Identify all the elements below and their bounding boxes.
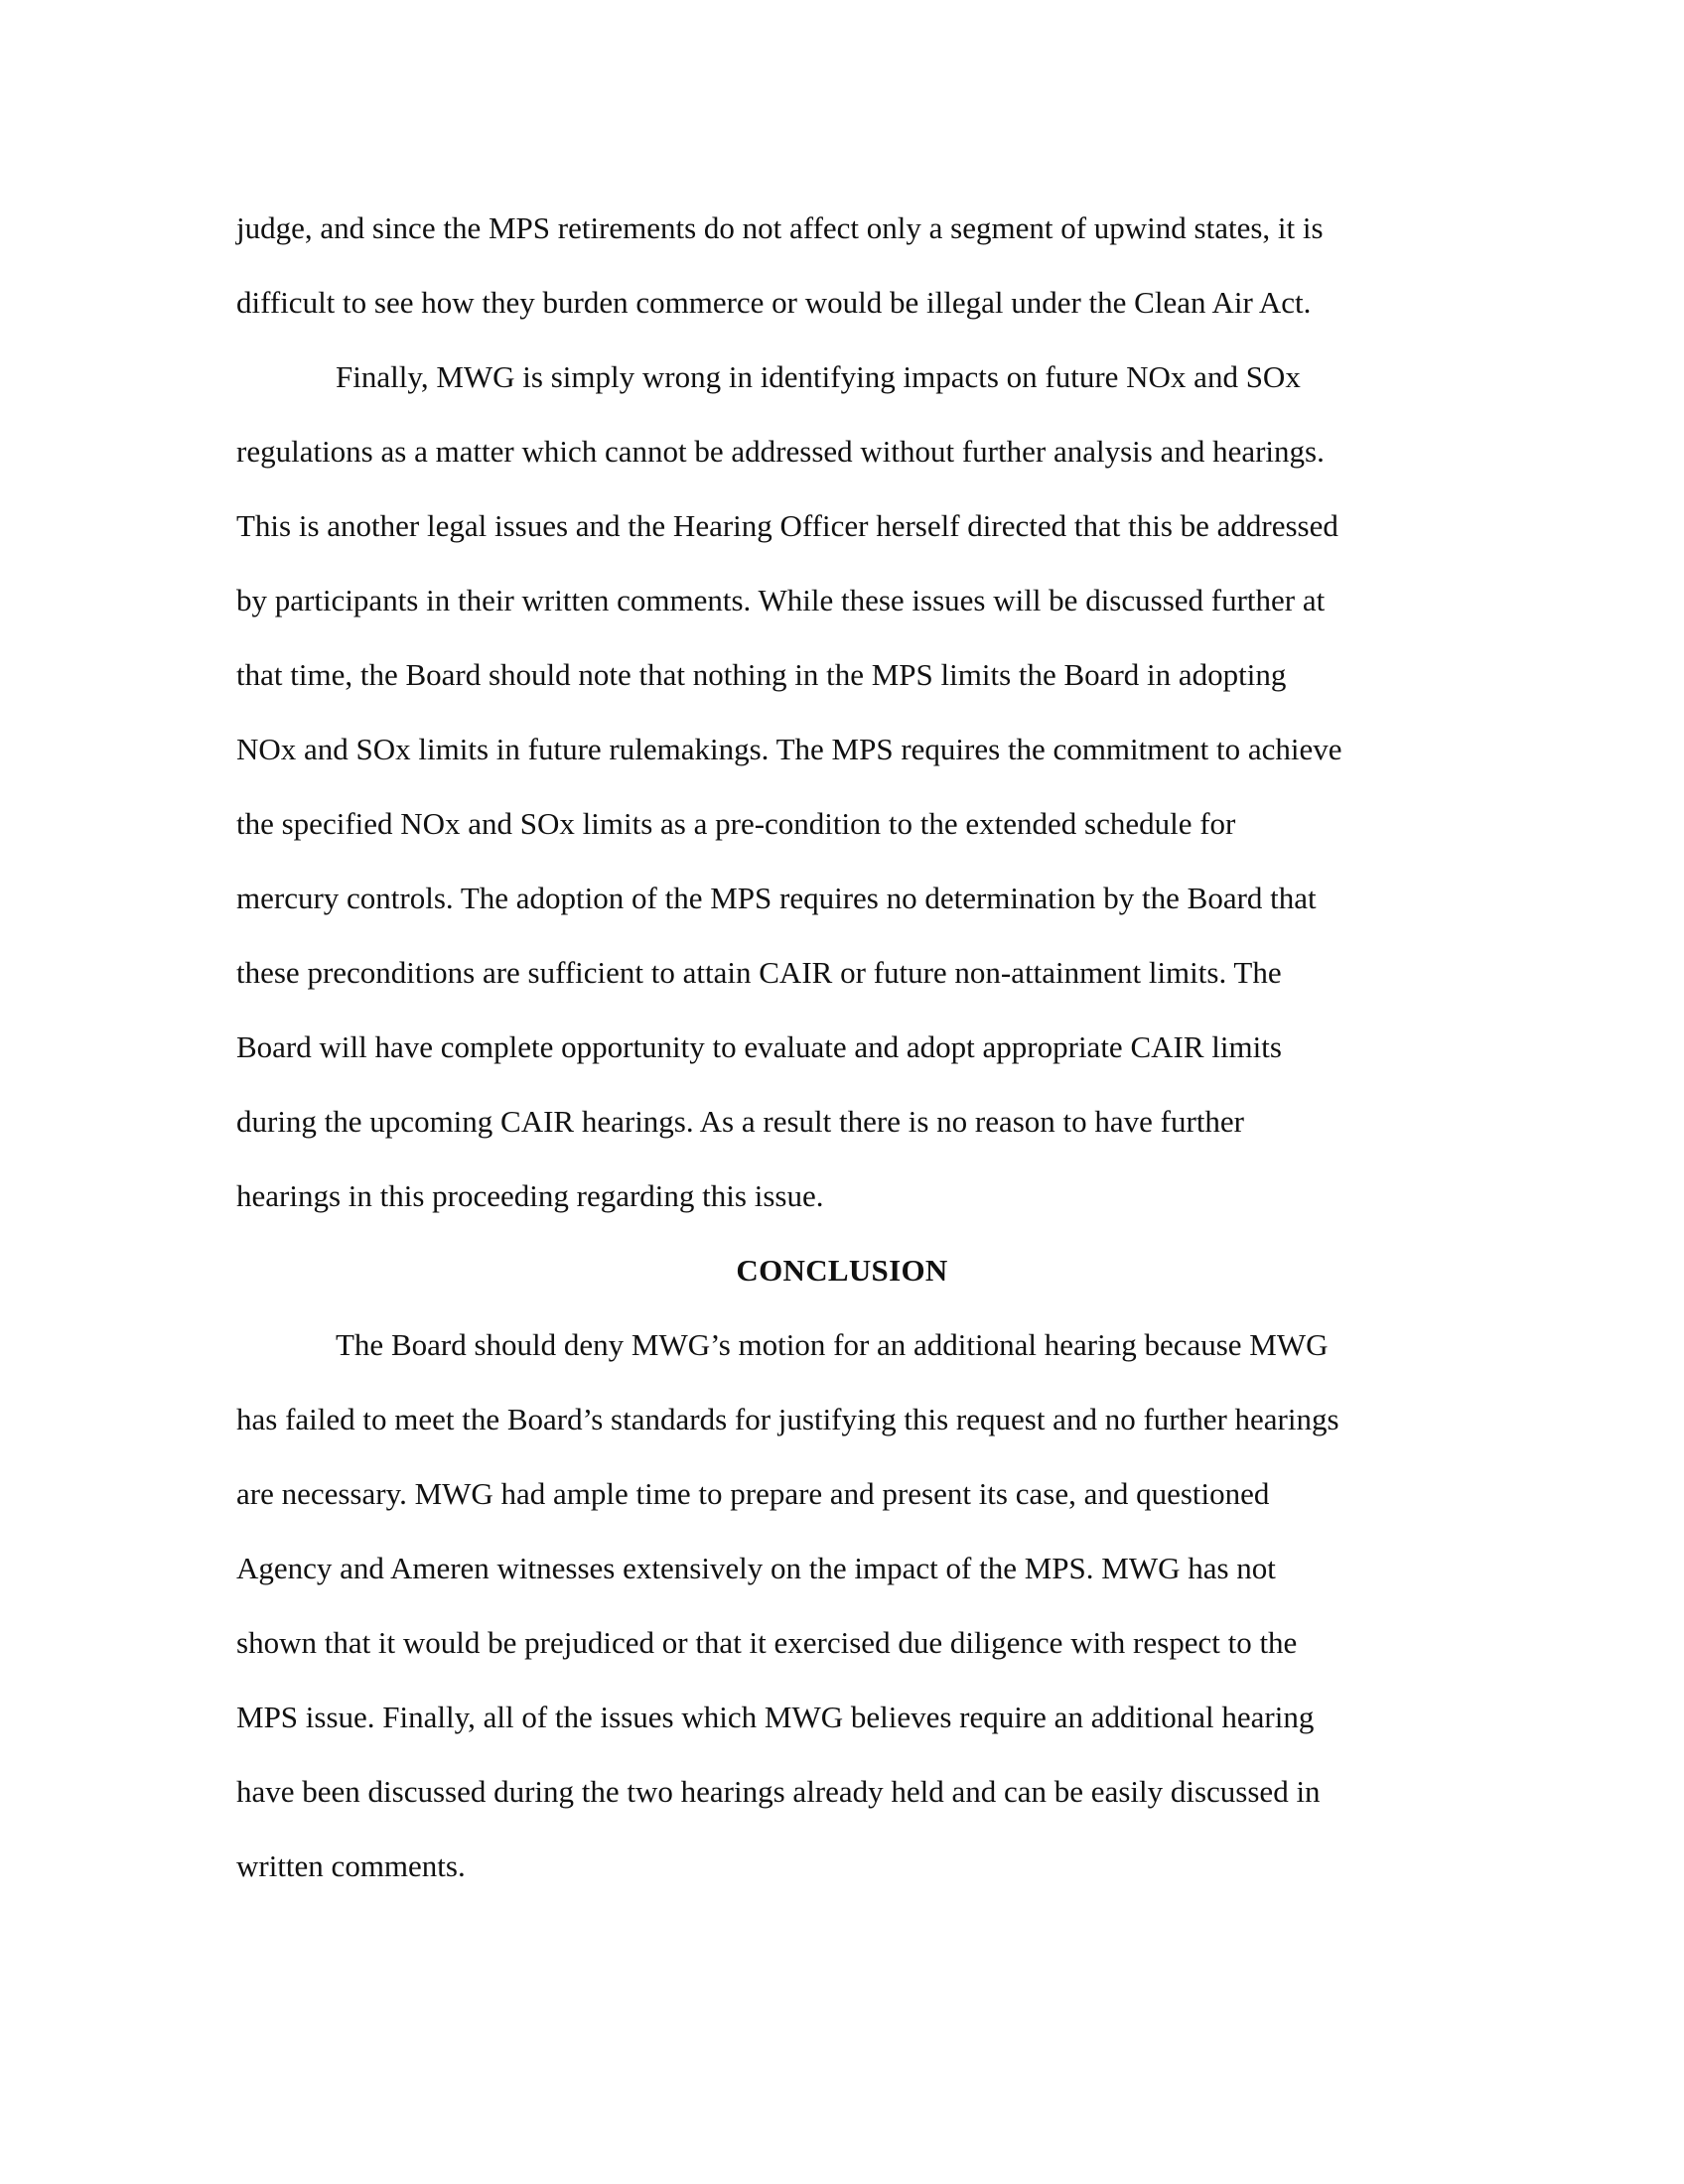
text-line: mercury controls. The adoption of the MPS requires no determination by the Board that bbox=[236, 881, 1317, 915]
paragraph-nox-sox-regulations bbox=[236, 340, 1448, 1233]
text-line: regulations as a matter which cannot be addressed without further analysis and hearings. bbox=[236, 434, 1325, 469]
text-line: NOx and SOx limits in future rulemakings. The MPS requires the commitment to achieve bbox=[236, 732, 1342, 766]
text-line: by participants in their written comments. While these issues will be discussed further at bbox=[236, 583, 1326, 617]
text-line: shown that it would be prejudiced or that it exercised due diligence with respect to the bbox=[236, 1625, 1298, 1660]
text-line: Agency and Ameren witnesses extensively on the impact of the MPS. MWG has not bbox=[236, 1551, 1276, 1585]
text-line: MPS issue. Finally, all of the issues which MWG believes require an additional hearing bbox=[236, 1700, 1315, 1734]
text-line: has failed to meet the Board’s standards for justifying this request and no further hearings bbox=[236, 1402, 1339, 1436]
text-line: the specified NOx and SOx limits as a pre-condition to the extended schedule for bbox=[236, 806, 1236, 841]
paragraph-conclusion bbox=[236, 1307, 1448, 1903]
paragraph-clean-air-act bbox=[236, 191, 1448, 340]
conclusion-heading: CONCLUSION bbox=[736, 1253, 948, 1288]
text-line: are necessary. MWG had ample time to prepare and present its case, and questioned bbox=[236, 1476, 1270, 1511]
text-line: during the upcoming CAIR hearings. As a result there is no reason to have further bbox=[236, 1104, 1245, 1139]
text-line: these preconditions are sufficient to attain CAIR or future non-attainment limits. The bbox=[236, 955, 1282, 990]
text-line: hearings in this proceeding regarding this issue. bbox=[236, 1178, 824, 1213]
text-line: difficult to see how they burden commerce or would be illegal under the Clean Air Act. bbox=[236, 285, 1312, 320]
text-line: This is another legal issues and the Hearing Officer herself directed that this be addressed bbox=[236, 508, 1338, 543]
text-line: that time, the Board should note that nothing in the MPS limits the Board in adopting bbox=[236, 657, 1287, 692]
document-body bbox=[236, 191, 1448, 1903]
text-line: have been discussed during the two hearings already held and can be easily discussed in bbox=[236, 1774, 1321, 1809]
text-line: Finally, MWG is simply wrong in identifying impacts on future NOx and SOx bbox=[336, 359, 1301, 394]
text-line: written comments. bbox=[236, 1848, 466, 1883]
text-line: judge, and since the MPS retirements do not affect only a segment of upwind states, it is bbox=[236, 210, 1324, 245]
text-line: The Board should deny MWG’s motion for an additional hearing because MWG bbox=[336, 1327, 1329, 1362]
text-line: Board will have complete opportunity to evaluate and adopt appropriate CAIR limits bbox=[236, 1029, 1282, 1064]
